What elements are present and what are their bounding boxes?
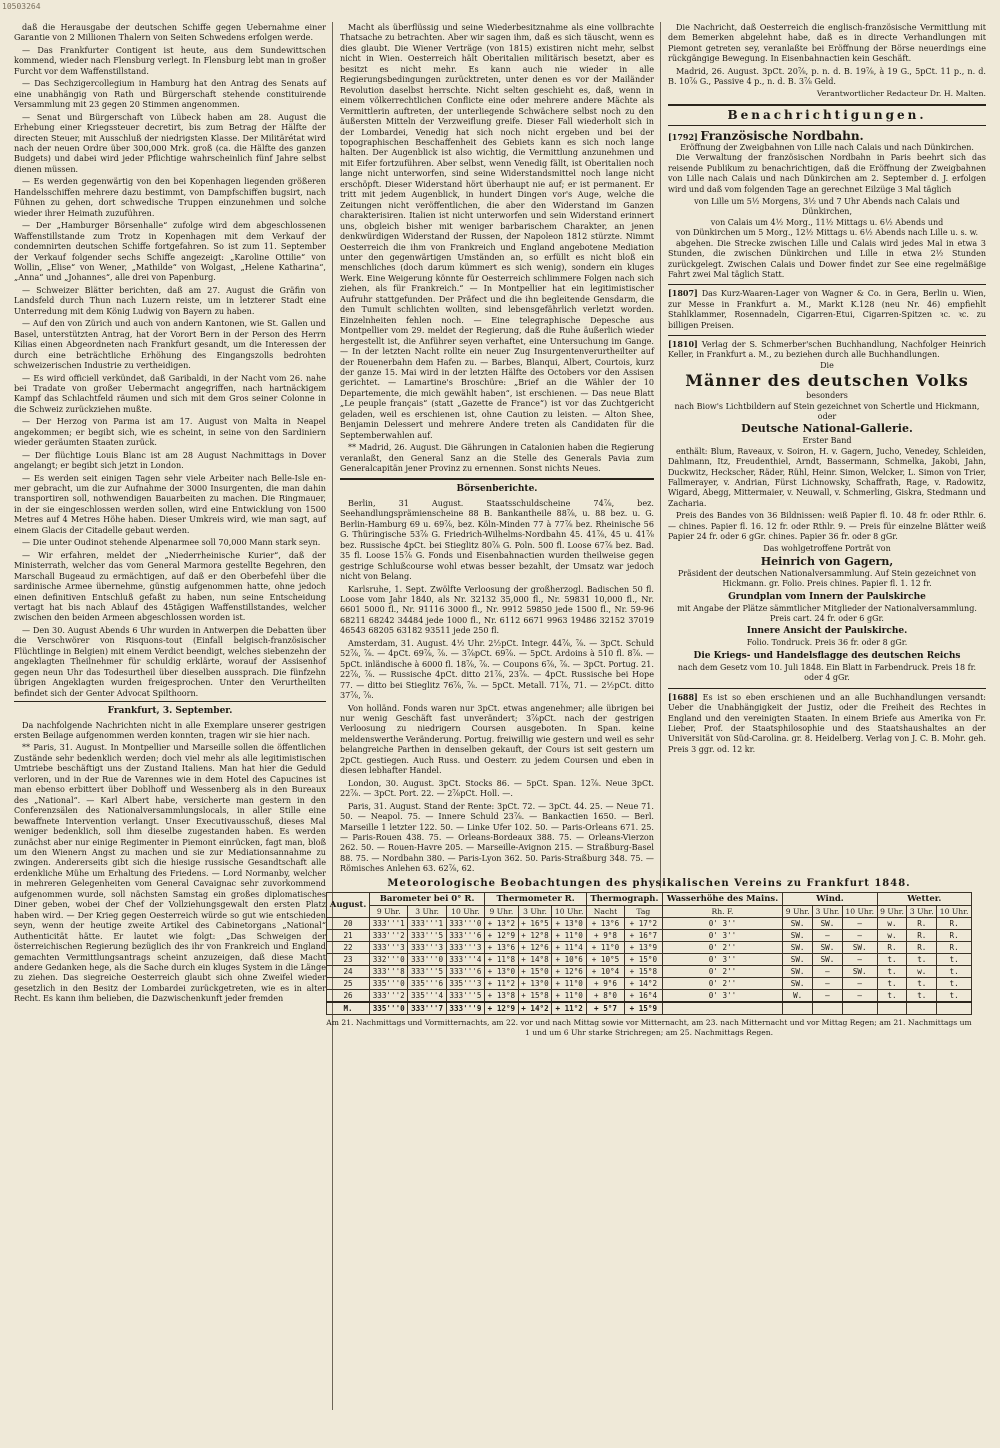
weather-cell: + 11°2: [552, 1002, 587, 1015]
ad-contents: enthält: Blum, Raveaux, v. Soiron, H. v. Gagern, Jucho, Venedey, Schleiden, Dahlmann, Itz, Freudenthiel, Arndt, Bassermann, Schmelka, Jakobi, Jahn, Duckwitz, Heckscher, Räder, Rühl, Heinr. Simon, Welcker, L. Simon von Trier, Fallmerayer, v. Andrian, Fürst Lichnowsky, Schaffrath, Rage, v. Radowitz, Wigard, Abegg, Mittermaier, v. Neuwall, v. Schmerling, Giskra, Stedmann und Zacharia.: [668, 446, 986, 508]
weather-cell: + 15°8: [624, 966, 662, 978]
weather-cell: + 11°2: [485, 978, 519, 990]
weather-cell: + 12°6: [552, 966, 587, 978]
weather-cell: + 10°5: [587, 954, 625, 966]
weather-cell: + 5°7: [587, 1002, 625, 1015]
weather-cell: + 13°6: [485, 942, 519, 954]
ad-title: Französische Nordbahn.: [700, 128, 864, 143]
weather-cell: t.: [937, 966, 972, 978]
weather-cell: 333'''6: [446, 930, 484, 942]
market-report: Madrid, 26. August. 3pCt. 20⅞, p. n. d. B. 19⅞, à 19 G., 5pCt. 11 p., n. d. B. 10⅞ G., Passive 4 p., n. d. B. 3⅞ Geld.: [668, 65, 986, 87]
weather-cell: + 13°2: [485, 918, 519, 930]
divider: [14, 701, 326, 702]
weather-cell: —: [813, 990, 843, 1003]
weather-cell: 0' 3'': [662, 990, 783, 1003]
article-paragraph: — Auf den von Zürich und auch von andern Kantonen, wie St. Gallen und Basel, unterstützten Antrag, hat der Vorort Bern in der Person des Herrn Kilias einen Abgeordneten nach Frankfurt gesandt, um die Interessen der durch eine beträchtliche Erhöhung des Eingangszolls bedrohten schweizerischen Industrie zu vertheidigen.: [14, 318, 326, 371]
weather-cell: [662, 1002, 783, 1015]
weather-cell: + 13°6: [587, 918, 625, 930]
divider: [668, 125, 986, 126]
weather-cell: + 13°0: [552, 918, 587, 930]
weather-cell: —: [842, 954, 877, 966]
sub-header: 9 Uhr.: [485, 906, 519, 918]
ad-text: nach dem Gesetz vom 10. Juli 1848. Ein Blatt in Farbendruck. Preis 18 fr. oder 4 gGr.: [677, 662, 977, 683]
article-paragraph: — Die unter Oudinot stehende Alpenarmee soll 70,000 Mann stark seyn.: [22, 537, 321, 548]
weather-cell: 333'''2: [370, 990, 408, 1003]
weather-cell: 0' 3'': [662, 930, 783, 942]
ad-time: von Calais um 4½ Morg., 11½ Mittags u. 6½ Abends und: [710, 217, 944, 227]
weather-cell: t.: [937, 990, 972, 1003]
weather-cell: + 13°8: [485, 990, 519, 1003]
divider: [668, 104, 986, 106]
sub-header: 10 Uhr.: [446, 906, 484, 918]
weather-cell: t.: [907, 978, 937, 990]
weather-cell: 335'''0: [370, 1002, 408, 1015]
weather-cell: 333'''6: [446, 966, 484, 978]
sub-header: Tag: [624, 906, 662, 918]
ad-text: Präsident der deutschen Nationalversammlung. Auf Stein gezeichnet von Hickmann. gr. Folio. Preis chines. Papier fl. 1. 12 fr.: [677, 568, 977, 589]
weather-cell: + 15°8: [518, 990, 552, 1003]
ad-time: von Dünkirchen um 5 Morg., 12½ Mittags u. 6½ Abends nach Lille u. s. w.: [675, 228, 979, 238]
weather-cell: 332'''0: [370, 954, 408, 966]
weather-cell: 0' 3'': [662, 954, 783, 966]
market-report: Von holländ. Fonds waren nur 3pCt. etwas angenehmer; alle übrigen bei nur wenig Geschäft fast unverändert; 3⅞pCt. nach der gestrigen Verloosung zu niedrigern Coursen ausgeboten. In Span. keine meldenswerthe Veränderung. Portug. freiwillig wie gestern und weil es sehr belangreiche Parthen in denselben gekauft, der Cours ist seit gestern um 2pCt. gestiegen. Auch Russ. und Oesterr. zu jedem Coursen und eben in diesen lebhafter Handel.: [340, 702, 655, 776]
weather-cell: —: [842, 930, 877, 942]
weather-cell: —: [842, 978, 877, 990]
weather-cell: R.: [907, 918, 937, 930]
weather-cell: [813, 1002, 843, 1015]
weather-cell: + 11°0: [552, 930, 587, 942]
article-paragraph: Macht als überflüssig und seine Wiederbesitznahme als eine vollbrachte Thatsache zu betrachten. Aber wir sagen ihm, daß es sich täuscht, wenn es dies glaubt. Die Wiener Verträge (von 1815) existiren nicht mehr, selbst nicht in Wien. Oesterreich hält Oberitalien militärisch besetzt, aber es besitzt es nicht mehr. Es kann auch nie wieder in alle Regierungsbedingungen zurücktreten, unter denen es vor der Mailänder Revolution daselbst herrschte. Nicht selten geschieht es, daß, wenn in einem völkerrechtlichen Conflicte eine oder mehrere andere Mächte als Vermittlerin auftreten, der unterliegende Schwächere selbst noch zu den äußersten Mitteln der Verzweiflung greife. Dieser Fall wiederholt sich in der Lombardei, Venedig hat sich noch nicht ergeben und bei der topographischen Beschaffenheit des Gebiets kann es sich noch lange halten. Der Augenblick ist also wichtig, die Vermittlung anzunehmen und mit Eifer fortzuführen. Aber selbst, wenn Venedig fällt, ist Oberitalien noch lange nicht unterworfen, sind seine Widerstandsmittel noch lange nicht erschöpft. Dieser Widerstand hört überhaupt nie auf; er ist permanent. Er tritt mit jedem Augenblick, in hundert Dingen vor's Auge, welche die Zeitungen nicht veröffentlichen, die aber den Widerstand im Ganzen charakterisiren. Italien ist nicht unterworfen und sein Widerstand erinnert uns, obgleich bisher mit weniger barbarischem Charakter, an jenen denkwürdigen Widerstand der Russen, der Napoleon 1812 stürzte. Nimmt Oesterreich die ihm von Frankreich und England angebotene Mediation unter den gegenwärtigen Umständen an, so erfüllt es nicht bloß ein menschliches (doch darum kümmert es sich wenig), sondern ein kluges Werk. Eine Weigerung könnte für Oesterreich schlimmere Folgen nach sich ziehen, als für Frankreich.“ — In Montpellier hat ein legitimistischer Aufruhr stattgefunden. Der Präfect und die ihn begleitende Gensdarm, die den Tumult schlichten wollten, sind lebensgefährlich verletzt worden. Einzelnheiten fehlen noch. — Eine telegraphische Depesche aus Montpellier vom 29. meldet der Regierung, daß die Ruhe äußerlich wieder hergestellt ist, die Anführer seyen verhaftet, eine Untersuchung im Gange. — In der letzten Nacht rollte ein neuer Zug Insurgentenverurtheilter auf der Rouenerbahn dem Hafen zu. — Barbes, Blanqui, Albert, Courtois, kurz der ganze 15. Mai wird in der letzten Hälfte des Octobers vor den Assisen gerichtet. — Lamartine's Broschüre: „Brief an die Wähler der 10 Departemente, die mich gewählt haben“, ist erschienen. — Das neue Blatt „Le peuple français“ (statt „Gazette de France“) ist vor das Zuchtgericht geladen, weil es erschienen ist, ohne Caution zu leisten. — Alton Shee, Benjamin Delessert und mehrere Andere treten als Candidaten für die Septemberwahlen auf.: [340, 22, 654, 440]
weather-cell: + 15°0: [624, 954, 662, 966]
ad-text: nach Biow's Lichtbildern auf Stein gezeichnet von Schertle und Hickmann,: [674, 401, 980, 411]
article-paragraph: — Das Frankfurter Contigent ist heute, aus dem Sundewittschen kommend, wieder nach Flensburg verlegt. In Flensburg lebt man in großer Furcht vor dem Waffenstillstand.: [14, 44, 326, 76]
article-paragraph: — Den 30. August Abends 6 Uhr wurden in Antwerpen die Debatten über die Verschwörer von Risquons-tout (Einfall belgisch-französischer Flüchtlinge in Belgien) mit einem Verdict beendigt, welches siebenzehn der angeklagten Theilnehmer für schuldig erklärte, worauf der Assisenhof gegen neun Uhr das Todesurtheil über dieselben aussprach. Die fünfzehn übrigen Angeklagten wurden freigesprochen. Unter den Verurtheilten befindet sich der Genter Advocat Spilthoorn.: [14, 624, 326, 698]
weather-cell: R.: [937, 918, 972, 930]
weather-cell: + 16°4: [624, 990, 662, 1003]
weather-cell: —: [813, 966, 843, 978]
weather-cell: 333'''5: [408, 966, 446, 978]
col-header-thermometer: Thermometer R.: [485, 893, 587, 906]
ad-title: Männer des deutschen Volks: [685, 371, 969, 391]
weather-cell: + 13°0: [485, 966, 519, 978]
article-paragraph: — Es wird officiell verkündet, daß Garibaldi, in der Nacht vom 26. nahe bei Tradate von großer Uebermacht angegriffen, nach hartnäckigem Kampf das Schlachtfeld räumen und sich mit dem Gros seiner Colonne in die Schweiz zurückziehen mußte.: [14, 372, 326, 414]
weather-cell: SW.: [842, 942, 877, 954]
market-report: Berlin, 31 August. Staatsschuldscheine 74⅞, bez. Seehandlungsprämienscheine 88 B. Bankantheile 88⅞, u. 88 bez. u. G. Berlin-Hamburg 69 u. 69⅞, bez. Köln-Minden 77 à 77⅞ bez. Rheinische 56 G. Thüringische 53⅞ G. Friedrich-Wilhelms-Nordbahn 45. 41⅞, 45 u. 41⅞ bez. Russische 4pCt. bei Stieglitz 80⅞ G. Poln. 500 fl. Loose 67⅞ bez. Bad. 35 fl. Loose 15⅞ G. Fonds und Eisenbahnactien wurden theilweise gegen gestrige Schlußcourse wohl etwas besser bezahlt, der Umsatz war jedoch nicht von Belang.: [340, 497, 654, 582]
weather-cell: + 8°0: [587, 990, 625, 1003]
market-report: London, 30. August. 3pCt. Stocks 86. — 5pCt. Span. 12⅞. Neue 3pCt. 22⅞. — 3pCt. Port. 22. — 2⅞pCt. Holl. —.: [340, 777, 654, 799]
col-header-thermograph: Thermograph.: [587, 893, 663, 906]
ad-number: [1688]: [668, 691, 698, 702]
ad-wagner: [668, 284, 986, 331]
weather-row: [327, 954, 972, 966]
sub-header: 10 Uhr.: [842, 906, 877, 918]
weather-cell: t.: [937, 954, 972, 966]
sub-header: 3 Uhr.: [813, 906, 843, 918]
weather-cell: SW.: [813, 954, 843, 966]
weather-cell: SW.: [783, 942, 813, 954]
weather-cell: 0' 2'': [662, 942, 783, 954]
responsible-editor: Verantwortlicher Redacteur Dr. H. Malten.: [816, 88, 986, 98]
weather-cell: + 13°9: [624, 942, 662, 954]
article-paragraph: — Das Sechzigercollegium in Hamburg hat den Antrag des Senats auf eine unabhängig von Rath und Bürgerschaft stehende constituirende Versammlung mit 23 gegen 20 Stimmen angenommen.: [14, 78, 326, 110]
ad-innere: Innere Ansicht der Paulskirche.: [746, 626, 908, 637]
ad-price: Preis des Bandes von 36 Bildnissen: weiß Papier fl. 10. 48 fr. oder Rthlr. 6. — chines. Papier fl. 16. 12 fr. oder Rthlr. 9. — Preis für einzelne Blätter weiß Papier 24 fr. oder 6 gGr. chines. Papier 36 fr. oder 8 gGr.: [668, 511, 986, 542]
weather-row: [327, 942, 972, 954]
weather-cell: 333'''8: [370, 966, 408, 978]
ad-text: oder: [817, 411, 837, 421]
weather-cell: 333'''5: [408, 930, 446, 942]
boersen-heading: Börsenberichte.: [456, 484, 538, 495]
ad-time: von Lille um 5½ Morgens, 3½ und 7 Uhr Abends nach Calais und Dünkirchen,: [694, 197, 960, 217]
weather-cell: —: [813, 930, 843, 942]
sub-header: 9 Uhr.: [370, 906, 408, 918]
weather-cell: t.: [907, 954, 937, 966]
article-paragraph: — Wir erfahren, meldet der „Niederrheinische Kurier“, daß der Ministerrath, welcher das vom General Marmora gestellte Begehren, den Marschall Bugeaud zu ermächtigen, auf daß er den Oberbefehl über die sardinische Armee übernehme, günstig aufgenommen hatte, ohne jedoch einen definitiven Entschluß gefaßt zu haben, nun seine Entscheidung vertagt hat bis nach Ablauf des 45tägigen Waffenstillstandes, welcher zwischen den beiden Armeen abgeschlossen worden ist.: [14, 549, 326, 623]
weather-cell: + 16°5: [518, 918, 552, 930]
weather-cell: SW.: [783, 930, 813, 942]
weather-cell: t.: [877, 990, 907, 1003]
weather-cell: 333'''5: [446, 990, 484, 1003]
weather-row: [327, 930, 972, 942]
weather-cell: SW.: [783, 978, 813, 990]
article-paragraph: daß die Herausgabe der deutschen Schiffe gegen Uebernahme einer Garantie von 2 Millionen Thalern von Seiten Schwedens erfolgen werde.: [14, 22, 326, 43]
weather-cell: + 14°8: [518, 954, 552, 966]
weather-cell: 333'''1: [408, 918, 446, 930]
sub-header: 3 Uhr.: [408, 906, 446, 918]
scan-id: 10503264: [2, 2, 41, 11]
weather-cell: t.: [907, 990, 937, 1003]
weather-row: [327, 918, 972, 930]
weather-cell: 333'''3: [408, 942, 446, 954]
ad-grundplan: Grundplan vom Innern der Paulskirche: [728, 591, 926, 602]
weather-cell: 335'''3: [446, 978, 484, 990]
weather-cell: M.: [327, 1002, 370, 1015]
weather-cell: 0' 2'': [662, 966, 783, 978]
weather-cell: [842, 1002, 877, 1015]
market-report: Die Nachricht, daß Oesterreich die englisch-französische Vermittlung mit dem Bemerken abgelehnt habe, daß es in directe Verhandlungen mit Piemont getreten sey, veranlaßte bei Eröffnung der Börse neuerdings eine rückgängige Bewegung. In Eisenbahnactien kein Geschäft.: [668, 22, 986, 64]
article-paragraph: Da nachfolgende Nachrichten nicht in alle Exemplare unserer gestrigen ersten Beilage aufgenommen werden konnten, tragen wir sie hier nach.: [14, 719, 326, 740]
weather-cell: + 11°4: [552, 942, 587, 954]
weather-cell: 333'''0: [446, 918, 484, 930]
weather-cell: SW.: [842, 966, 877, 978]
weather-cell: 26: [327, 990, 370, 1003]
ad-flagge: Die Kriegs- und Handelsflagge des deutschen Reichs: [693, 650, 961, 661]
weather-cell: SW.: [813, 942, 843, 954]
ad-text: mit Angabe der Plätze sämmtlicher Mitglieder der Nationalversammlung. Preis cart. 24 fr. oder 6 gGr.: [677, 603, 977, 624]
weather-cell: + 14°2: [624, 978, 662, 990]
ad-text: Das wohlgetroffene Porträt von: [763, 544, 891, 554]
weather-cell: 22: [327, 942, 370, 954]
weather-cell: —: [813, 978, 843, 990]
weather-cell: 0' 3'': [662, 918, 783, 930]
weather-cell: + 9°6: [587, 978, 625, 990]
ad-die: Die: [820, 360, 834, 370]
weather-cell: 333'''1: [370, 918, 408, 930]
sub-header: Rh. F.: [662, 906, 783, 918]
weather-cell: + 15°0: [518, 966, 552, 978]
weather-cell: 335'''6: [408, 978, 446, 990]
article-paragraph: — Senat und Bürgerschaft von Lübeck haben am 28. August die Erhebung einer Kriegssteuer decretirt, bis zum Betrag der Hälfte der directen Steuer, mit Ausschluß der niedrigsten Klasse. Der Militärétat wird nach der neuen Ordre über 300,000 Mrk. groß (ca. die Hälfte des ganzen Budgets) und dabei wird jeder Pflichtige wahrscheinlich fünf Jahre selbst dienen müssen.: [14, 111, 326, 174]
col-header-wind: Wind.: [783, 893, 877, 906]
col-header-date: August.: [327, 893, 370, 918]
weather-cell: 21: [327, 930, 370, 942]
weather-cell: + 10°6: [552, 954, 587, 966]
weather-cell: SW.: [783, 918, 813, 930]
ad-number: [1810]: [668, 338, 698, 349]
ad-publisher: Verlag der S. Schmerber'schen Buchhandlung, Nachfolger Heinrich Keller, in Frankfurt a. M., zu beziehen durch alle Buchhandlungen.: [668, 339, 986, 360]
weather-row: [327, 990, 972, 1003]
weather-cell: + 12°9: [485, 1002, 519, 1015]
weather-cell: 20: [327, 918, 370, 930]
weather-cell: t.: [877, 954, 907, 966]
weather-cell: 335'''0: [370, 978, 408, 990]
weather-cell: 25: [327, 978, 370, 990]
weather-cell: [907, 1002, 937, 1015]
col-header-barometer: Barometer bei 0° R.: [370, 893, 485, 906]
weather-cell: + 12°8: [518, 930, 552, 942]
ad-maenner-des-volks: [668, 335, 986, 684]
market-report: Paris, 31. August. Stand der Rente: 3pCt. 72. — 3pCt. 44. 25. — Neue 71. 50. — Neapol. 75. — Innere Schuld 23⅞. — Bankactien 1650. — Berl. Marseille 1 letzter 122. 50. — Linke Ufer 102. 50. — Paris-Orleans 671. 25. — Paris-Rouen 438. 75. — Orleans-Bordeaux 388. 75. — Orleans-Vierzon 262. 50. — Rouen-Havre 205. — Marseille-Avignon 215. — Straßburg-Basel 88. 75. — Nordbahn 380. — Paris-Lyon 362. 50. Paris-Straßburg 348. 75. — Römisches Anlehen 63. 62⅞, 62.: [340, 800, 654, 874]
weather-cell: 0' 2'': [662, 978, 783, 990]
weather-cell: + 12°6: [518, 942, 552, 954]
weather-cell: [937, 1002, 972, 1015]
weather-cell: 333'''2: [370, 930, 408, 942]
weather-cell: + 9°8: [587, 930, 625, 942]
weather-cell: R.: [937, 942, 972, 954]
ad-subtitle: Eröffnung der Zweigbahnen von Lille nach Calais und nach Dünkirchen.: [680, 143, 974, 153]
article-paragraph: — Der Herzog von Parma ist am 17. August von Malta in Neapel angekommen; er begibt sich, wie es scheint, in seine von den Sardiniern wieder geräumten Staaten zurück.: [14, 416, 326, 448]
weather-cell: SW.: [813, 918, 843, 930]
ad-text: Folio. Tondruck. Preis 36 fr. oder 8 gGr.: [746, 638, 908, 648]
weather-cell: 333'''3: [370, 942, 408, 954]
weather-cell: 23: [327, 954, 370, 966]
article-paragraph: — Es werden seit einigen Tagen sehr viele Arbeiter nach Belle-Isle en-mer gebracht, um die zur Aufnahme der 3000 Insurgenten, die man dahin transportiren soll, nothwendigen Bauarbeiten zu machen. Die Ringmauer, in der sie eingeschlossen werden sollen, wird eine Entwicklung von 1500 Metres auf 4 Metres Höhe haben. Dieser Umkreis wird, wie man sagt, auf einem Glacis der Citadelle gebaut werden.: [14, 472, 326, 535]
weather-cell: 333'''9: [446, 1002, 484, 1015]
ad-body: Es ist so eben erschienen und an alle Buchhandlungen versandt: Ueber die Unabhängigkeit der Justiz, oder die Freiheit des Rechtes in England und den vereinigten Staaten. In einem Briefe aus Amerika von Fr. Lieber, Prof. der Staatsphilosophie und des Staatshaushaltes an der Universität von Süd-Carolina. gr. 8. Heidelberg. Verlag von J. C. B. Mohr. geh. Preis 3 ggr. od. 12 kr.: [668, 692, 986, 754]
weather-cell: —: [842, 918, 877, 930]
weather-cell: SW.: [783, 954, 813, 966]
weather-cell: R.: [907, 930, 937, 942]
sub-header: 3 Uhr.: [907, 906, 937, 918]
weather-cell: W.: [783, 990, 813, 1003]
ad-body: abgehen. Die Strecke zwischen Lille und Calais wird jedes Mal in etwa 3 Stunden, die zwischen Dünkirchen und Lille in etwa 2½ Stunden zurückgelegt. Zwischen Calais und Dower findet zur See eine regelmäßige Fahrt zwei Mal täglich Statt.: [668, 238, 986, 279]
weather-cell: 333'''4: [446, 954, 484, 966]
article-paragraph: — Der „Hamburger Börsenhalle“ zufolge wird dem abgeschlossenen Waffenstillstande zum Trotz in Kopenhagen mit dem Verkauf der condemnirten deutschen Schiffe fortgefahren. So ist zum 11. September der Verkauf folgender sechs Schiffe angezeigt: „Karoline Ottilie“ von Wollin, „Elise“ von Wener, „Mathilde“ von Wolgast, „Helene Katharina“, „Anna“ und „Johannes“, alle drei von Papenburg.: [14, 220, 326, 283]
weather-cell: —: [842, 990, 877, 1003]
market-report: Karlsruhe, 1. Sept. Zwölfte Verloosung der großherzogl. Badischen 50 fl. Loose vom Jahr 1840, als Nr. 32132 35,000 fl., Nr. 59831 10,000 fl., Nr. 6601 5000 fl., Nr. 91116 3000 fl., Nr. 9912 59850 jede 1500 fl., Nr. 59-96 68211 68242 34484 jede 1000 fl., Nr. 6112 6671 9963 19486 32152 37019 46543 68205 63182 93511 jede 250 fl.: [340, 583, 654, 636]
weather-cell: 24: [327, 966, 370, 978]
weather-cell: + 11°0: [587, 942, 625, 954]
weather-cell: SW.: [783, 966, 813, 978]
ad-body: Das Kurz-Waaren-Lager von Wagner & Co. in Gera, Berlin u. Wien, zur Messe in Frankfurt a. M., Markt K.128 (neu Nr. 46) empfiehlt Stahlklammer, Rosennadeln, Cigarren-Etui, Cigarren-Spitzen ꝛc. ꝛc. zu billigen Preisen.: [668, 289, 986, 330]
col-header-wetter: Wetter.: [877, 893, 971, 906]
weather-cell: + 14°2: [518, 1002, 552, 1015]
article-paragraph: — Schweizer Blätter berichten, daß am 27. August die Gräfin von Landsfeld durch Thun nach Luzern reiste, um in letzterer Stadt eine Unterredung mit dem König Ludwig von Bayern zu haben.: [14, 284, 326, 316]
weather-cell: + 11°0: [552, 978, 587, 990]
weather-cell: + 13°0: [518, 978, 552, 990]
weather-cell: + 10°4: [587, 966, 625, 978]
weather-cell: + 17°2: [624, 918, 662, 930]
sub-header: 10 Uhr.: [552, 906, 587, 918]
article-paragraph: — Es werden gegenwärtig von den bei Kopenhagen liegenden größeren Handelsschiffen mehrere dazu bestimmt, von Dampfschiffen bugsirt, nach Fühnen zu gehen, dort schwedische Truppen einzunehmen und solche wieder ihrer Heimath zuzuführen.: [14, 176, 326, 218]
weather-cell: + 11°0: [552, 990, 587, 1003]
ad-title-2: Deutsche National-Gallerie.: [741, 422, 913, 436]
ad-portrait-name: Heinrich von Gagern,: [760, 554, 894, 568]
column-3: [668, 22, 986, 888]
weather-table-section: [326, 876, 972, 1412]
weather-cell: + 12°9: [485, 930, 519, 942]
dateline-frankfurt: Frankfurt, 3. September.: [107, 706, 233, 717]
sub-header: 3 Uhr.: [518, 906, 552, 918]
weather-cell: t.: [877, 978, 907, 990]
sub-header: 9 Uhr.: [783, 906, 813, 918]
ad-number: [1792]: [668, 131, 698, 142]
weather-cell: R.: [937, 930, 972, 942]
divider: [340, 478, 654, 480]
weather-cell: 333'''3: [446, 942, 484, 954]
weather-cell: 333'''0: [408, 954, 446, 966]
weather-cell: R.: [877, 942, 907, 954]
weather-table: [326, 892, 972, 1015]
weather-note: Am 21. Nachmittags und Vormitternachts, am 22. vor und nach Mittag sowie vor Mitternacht, am 23. nach Mitternacht und vor Mittag Regen; am 21. Nachmittags um 1 und um 6 Uhr starke Strichregen; am 25. Nachmittags Regen.: [326, 1018, 972, 1037]
article-paragraph: ** Madrid, 26. August. Die Gährungen in Catalonien haben die Regierung veranlaßt, den General Sanz an die Stelle des Generals Pavia zum Generalcapitän jener Provinz zu ernennen. Sonst nichts Neues.: [340, 442, 654, 474]
ad-nordbahn: [668, 129, 986, 281]
sub-header: 10 Uhr.: [937, 906, 972, 918]
weather-cell: [783, 1002, 813, 1015]
ad-number: [1807]: [668, 288, 698, 299]
ad-text: Erster Band: [802, 436, 852, 446]
ad-body: Die Verwaltung der französischen Nordbahn in Paris beehrt sich das reisende Publikum zu benachrichtigen, daß die Eröffnung der Zweigbahnen von Lille nach Calais und nach Dünkirchen am 2. September d. J. erfolgen wird und daß vom folgenden Tage an gerechnet Eilzüge 3 Mal täglich: [668, 153, 986, 194]
weather-cell: w.: [877, 930, 907, 942]
ad-lieber: [668, 688, 986, 755]
weather-row: [327, 978, 972, 990]
weather-cell: t.: [877, 966, 907, 978]
weather-cell: w.: [907, 966, 937, 978]
weather-cell: w.: [877, 918, 907, 930]
weather-cell: + 15°9: [624, 1002, 662, 1015]
article-paragraph: ** Paris, 31. August. In Montpellier und Marseille sollen die öffentlichen Zustände sehr bedenklich werden; doch viel mehr als alle legitimistischen Umtriebe beschäftigt uns der Zustand Italiens. Man hat hier die Geduld verloren, und in der Rue de Varennes wie in dem Hotel des Capucines ist man ebenso erbittert über Doblhoff und Wessenberg als in den Bureaux des „National“. — Karl Albert habe, versicherte man gestern in den Conferenzsälen des Nationalversammlungslocals, in aller Stille eine bewaffnete Intervention verlangt. Unser Executivausschuß, dieses Mal weniger bedenklich, soll ihm dieselbe zugestanden haben. Es werden zunächst aber nur einige Regimenter in Piemont einrücken, fagt man, bloß um den Wienern Angst zu machen und sie zur Mediationsannahme zu zwingen. Andererseits gibt sich die hiesige russische Gesandtschaft alle erdenkliche Mühe um Erhaltung des Friedens. — Lord Normanby, welcher in mehreren Gelegenheiten vom General Cavaignac sehr zuvorkommend aufgenommen wurde, soll nächsten Samstag ein großes diplomatisches Diner geben, wobei der Chef der Vollziehungsgewalt den ersten Platz haben wird. — Der Krieg gegen Oesterreich würde so gut wie entschieden seyn, wenn der heutige zweite Artikel des Cabinetorgans „National“ Authenticität hätte. Er lautet wie folgt: „Das Schweigen der österreichischen Regierung bezüglich des ihr von Frankreich und England gemachten Vermittlungsantrags scheint anzuzeigen, daß diese Macht andere Gedanken hege, als die Sache durch ein kluges System in die Länge zu ziehen. Das siegreiche Oesterreich glaubt sich ohne Zweifel wieder gesetzlich in den Besitz der Lombardei zurückgetreten, wie es in alter Recht. Es kann ihm belieben, die Dazwischenkunft jeder fremden: [14, 742, 326, 1004]
weather-title: Meteorologische Beobachtungen des physikalischen Vereins zu Frankfurt 1848.: [387, 878, 911, 889]
market-report: Amsterdam, 31. August. 4½ Uhr. 2½pCt. Integr. 44⅞, ⅞. — 3pCt. Schuld 52⅞, ⅞. — 4pCt. 69⅞, ⅞. — 3⅞pCt. 69⅞. — 5pCt. Ardoins à 510 fl. 8⅞. — 5pCt. inländische à 6000 fl. 18⅞, ⅞. — Coupons 6⅞, ⅞. — 3pCt. Portug. 21. 22⅞, ⅞. — Russische 4pCt. ditto 21⅞, 23⅞. — 4pCt. Russische bei Hope 77. — ditto bei Stieglitz 76⅞, ⅞. — 5pCt. Metall. 71⅞, 71. — 2½pCt. ditto 37⅞, ⅞.: [340, 637, 654, 701]
col-header-wasserhoehe: Wasserhöhe des Mains.: [662, 893, 783, 906]
weather-cell: t.: [937, 978, 972, 990]
weather-cell: 333'''7: [408, 1002, 446, 1015]
weather-mean-row: [327, 1002, 972, 1015]
weather-cell: R.: [907, 942, 937, 954]
article-paragraph: — Der flüchtige Louis Blanc ist am 28 August Nachmittags in Dover angelangt; er begibt sich jetzt in London.: [14, 449, 326, 471]
weather-cell: 335'''4: [408, 990, 446, 1003]
weather-cell: [877, 1002, 907, 1015]
weather-cell: + 16°7: [624, 930, 662, 942]
sub-header: Nacht: [587, 906, 625, 918]
column-2: [340, 22, 661, 888]
column-1: [14, 22, 333, 1410]
section-title: Benachrichtigungen.: [727, 108, 927, 123]
weather-row: [327, 966, 972, 978]
sub-header: 9 Uhr.: [877, 906, 907, 918]
ad-text: besonders: [806, 391, 848, 401]
weather-cell: + 11°8: [485, 954, 519, 966]
